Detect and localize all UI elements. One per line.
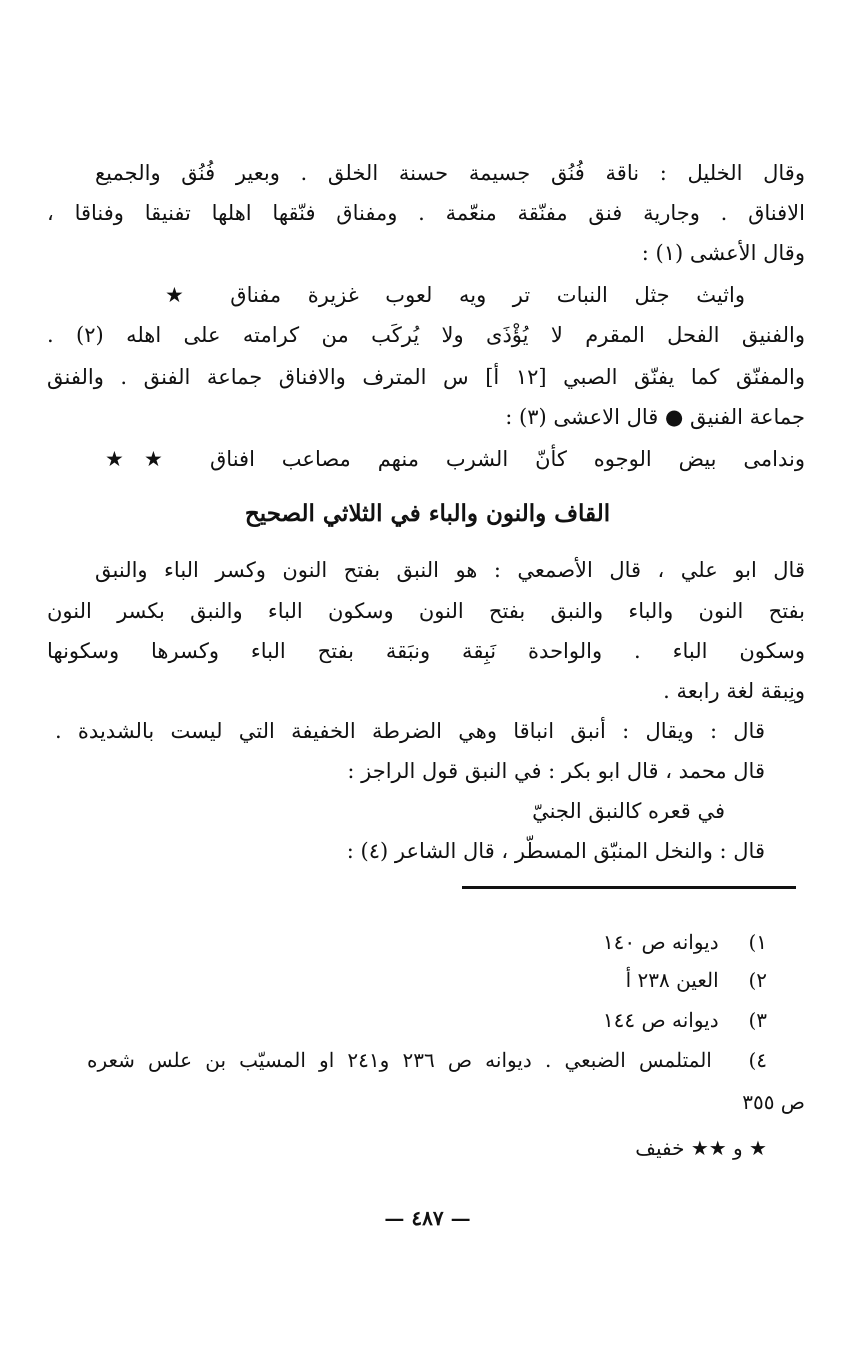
text-line-8: بفتح النون والباء والنبق بفتح النون وسكون الباء والنبق بكسر النون (47, 599, 805, 623)
text-line-13: قال : والنخل المنبّق المسطّر ، قال الشاعر (٤) : (346, 839, 765, 863)
text-line-2: الافناق . وجارية فنق مفنّقة منعّمة . ومفناق فنّقها اهلها تفنيقا وفناقا ، (47, 201, 805, 225)
verse-line-3: في قعره كالنبق الجنيّ (532, 799, 725, 823)
footnote-text: العين ٢٣٨ أ (625, 968, 719, 992)
footnote-2 (626, 966, 767, 994)
footnote-3 (603, 1006, 767, 1034)
footnote-text: ديوانه ص ١٤٤ (602, 1008, 719, 1032)
text-line-4: والفنيق الفحل المقرم لا يُؤْذَى ولا يُركَب من كرامته على اهله (٢) . (47, 323, 805, 347)
text-line-3: وقال الأعشى (١) : (641, 241, 805, 265)
footnote-divider (462, 886, 796, 889)
text-line-1: وقال الخليل : ناقة فُنُق جسيمة حسنة الخلق . وبعير فُنُق والجميع (95, 161, 805, 185)
text-line-6: جماعة الفنيق ● قال الاعشى (٣) : (505, 405, 805, 429)
text-line-10: ونِبقة لغة رابعة . (663, 679, 805, 703)
verse-line-1: واثيث جثل النبات تر ويه لعوب غزيرة مفناق ★ (165, 283, 745, 307)
footnote-text: المتلمس الضبعي . ديوانه ص ٢٣٦ و٢٤١ او المسيّب بن علس شعره (87, 1048, 712, 1072)
footnote-4 (87, 1046, 767, 1074)
text-line-12: قال محمد ، قال ابو بكر : في النبق قول الراجز : (347, 759, 765, 783)
page-number: — ٤٨٧ — (384, 1206, 471, 1230)
footnote-number: ٢) (748, 968, 767, 992)
footnote-1 (603, 928, 767, 956)
footnote-number: ٣) (748, 1008, 767, 1032)
text-line-5: والمفنّق كما يفنّق الصبي [١٢ أ] س المترف والافناق جماعة الفنق . والفنق (47, 365, 805, 389)
footnote-text: ص ٣٥٥ (742, 1090, 805, 1114)
stars-note: ★ و ★★ خفيف (635, 1136, 767, 1160)
text-line-9: وسكون الباء . والواحدة نَبِقة ونبَقة بفتح الباء وكسرها وسكونها (47, 639, 805, 663)
footnote-4-continuation (742, 1088, 805, 1116)
footnote-number: ٤) (748, 1048, 768, 1072)
text-line-7: قال ابو علي ، قال الأصمعي : هو النبق بفتح النون وكسر الباء والنبق (95, 558, 805, 582)
footnote-number: ١) (748, 930, 767, 954)
footnote-text: ديوانه ص ١٤٠ (602, 930, 719, 954)
text-line-11: قال : ويقال : أنبق انباقا وهي الضرطة الخفيفة التي ليست بالشديدة . (55, 719, 765, 743)
section-heading: القاف والنون والباء في الثلاثي الصحيح (244, 500, 611, 527)
verse-line-2: وندامى بيض الوجوه كأنّ الشرب منهم مصاعب افناق ★★ (105, 447, 806, 471)
